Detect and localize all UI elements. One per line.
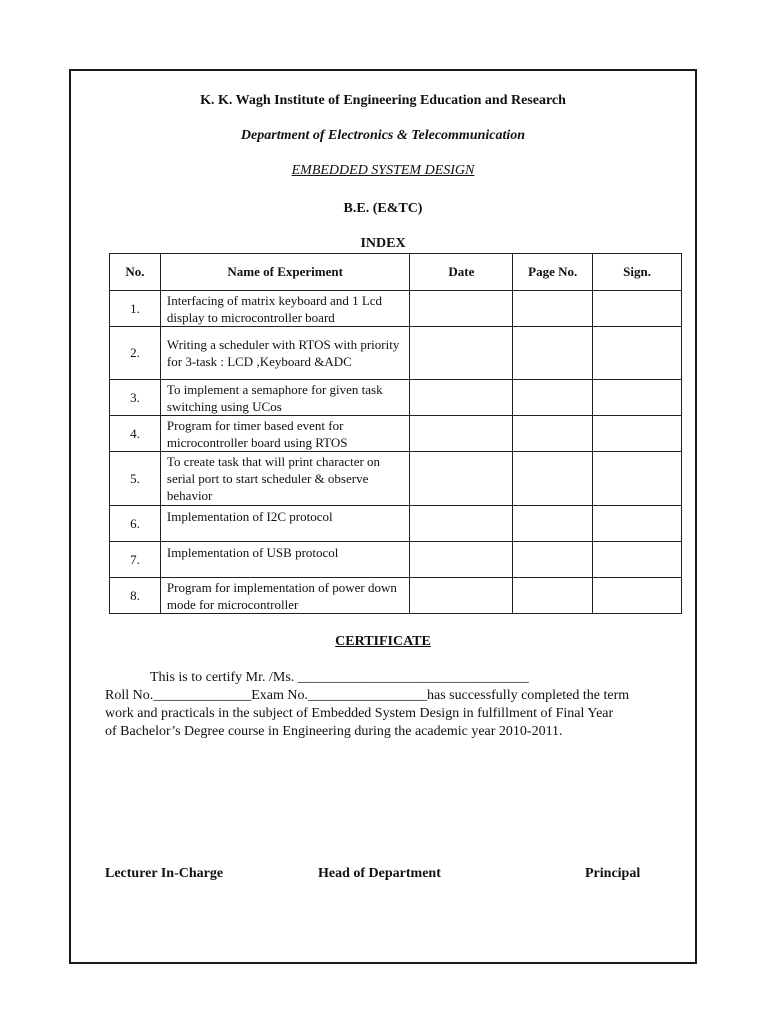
- column-header-sign: Sign.: [593, 254, 682, 291]
- page-cell: [513, 506, 593, 542]
- row-number: 7.: [110, 542, 161, 578]
- institute-name: K. K. Wagh Institute of Engineering Education and Research: [200, 93, 566, 108]
- row-number: 6.: [110, 506, 161, 542]
- table-row: [110, 542, 682, 578]
- row-number: 3.: [110, 380, 161, 416]
- column-header-page: Page No.: [513, 254, 593, 291]
- page-cell: [513, 578, 593, 614]
- certificate-line: of Bachelor’s Degree course in Engineering during the academic year 2010-2011.: [105, 724, 563, 739]
- column-header-date: Date: [410, 254, 513, 291]
- row-number: 4.: [110, 416, 161, 452]
- experiment-name: Implementation of USB protocol: [160, 542, 410, 578]
- row-number: 5.: [110, 452, 161, 506]
- row-number: 8.: [110, 578, 161, 614]
- date-cell: [410, 327, 513, 380]
- table-row: [110, 380, 682, 416]
- sign-cell: [593, 416, 682, 452]
- table-row: [110, 327, 682, 380]
- signature-lecturer: Lecturer In-Charge: [105, 866, 224, 881]
- sign-cell: [593, 578, 682, 614]
- table-row: [110, 452, 682, 506]
- experiment-name: To create task that will print character on serial port to start scheduler & observe behavior: [160, 452, 410, 506]
- sign-cell: [593, 291, 682, 327]
- date-cell: [410, 291, 513, 327]
- sign-cell: [593, 452, 682, 506]
- table-row: [110, 578, 682, 614]
- date-cell: [410, 380, 513, 416]
- date-cell: [410, 542, 513, 578]
- row-number: 2.: [110, 327, 161, 380]
- subject-title: EMBEDDED SYSTEM DESIGN: [291, 163, 475, 178]
- experiment-name: Implementation of I2C protocol: [160, 506, 410, 542]
- experiment-name: To implement a semaphore for given task switching using UCos: [160, 380, 410, 416]
- signature-hod: Head of Department: [318, 866, 441, 881]
- experiment-name: Program for timer based event for microcontroller board using RTOS: [160, 416, 410, 452]
- table-header-row: [110, 254, 682, 291]
- department-name: Department of Electronics & Telecommunication: [240, 128, 526, 143]
- date-cell: [410, 506, 513, 542]
- experiment-name: Interfacing of matrix keyboard and 1 Lcd display to microcontroller board: [160, 291, 410, 327]
- date-cell: [410, 452, 513, 506]
- page-cell: [513, 542, 593, 578]
- experiment-name: Program for implementation of power down mode for microcontroller: [160, 578, 410, 614]
- page-cell: [513, 380, 593, 416]
- certificate-line: Roll No.______________Exam No._________________has successfully completed the term: [105, 688, 630, 703]
- table-row: [110, 291, 682, 327]
- date-cell: [410, 416, 513, 452]
- certificate-body: [105, 669, 685, 741]
- column-header-no: No.: [110, 254, 161, 291]
- signature-principal: Principal: [585, 866, 641, 881]
- sign-cell: [593, 506, 682, 542]
- index-table: [109, 253, 682, 614]
- table-row: [110, 506, 682, 542]
- sign-cell: [593, 380, 682, 416]
- certificate-line: work and practicals in the subject of Embedded System Design in fulfillment of Final Year: [105, 706, 614, 721]
- course-name: B.E. (E&TC): [343, 201, 423, 216]
- index-title: INDEX: [360, 236, 406, 251]
- table-row: [110, 416, 682, 452]
- column-header-name: Name of Experiment: [160, 254, 410, 291]
- page-cell: [513, 327, 593, 380]
- page-cell: [513, 452, 593, 506]
- page-cell: [513, 416, 593, 452]
- date-cell: [410, 578, 513, 614]
- certificate-title: CERTIFICATE: [335, 634, 431, 649]
- sign-cell: [593, 327, 682, 380]
- certificate-line: This is to certify Mr. /Ms. _________________________________: [150, 670, 529, 685]
- row-number: 1.: [110, 291, 161, 327]
- sign-cell: [593, 542, 682, 578]
- page-cell: [513, 291, 593, 327]
- experiment-name: Writing a scheduler with RTOS with priority for 3-task : LCD ,Keyboard &ADC: [160, 327, 410, 380]
